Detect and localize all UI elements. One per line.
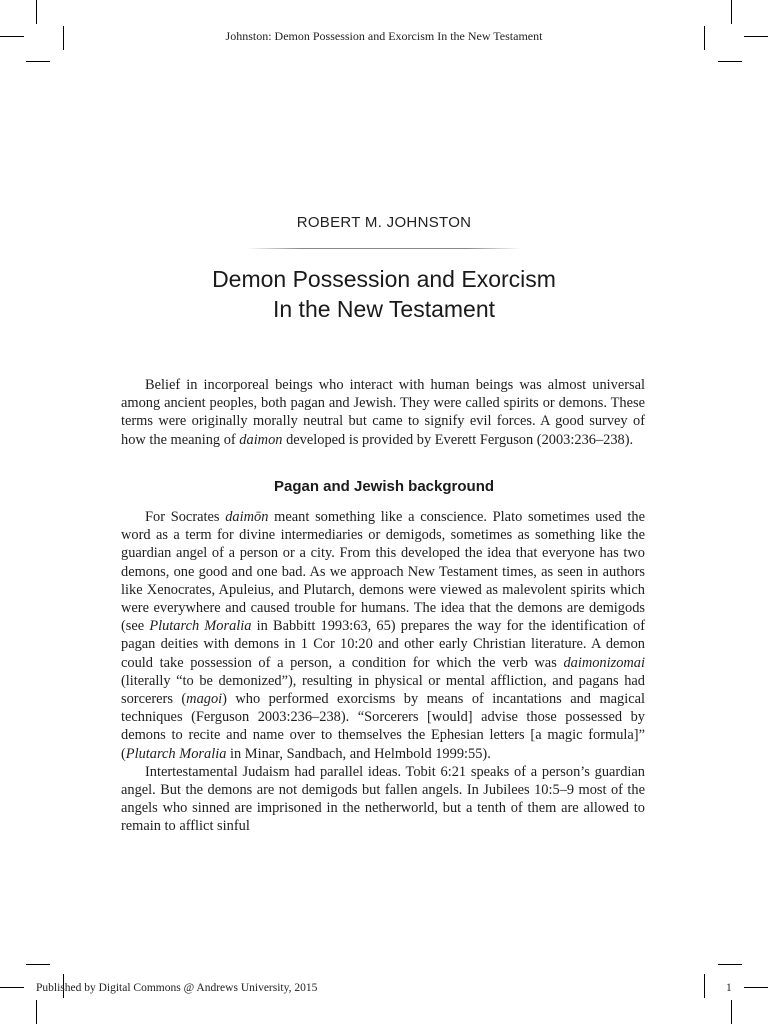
- crop-mark: [704, 974, 705, 998]
- main-section: [121, 508, 645, 836]
- italic-term: daimon: [239, 431, 283, 448]
- italic-citation: Plutarch Moralia: [149, 618, 252, 635]
- intro-paragraph: [121, 376, 645, 449]
- crop-mark: [26, 964, 50, 965]
- italic-citation: Plutarch Moralia: [125, 745, 227, 762]
- text-run: ) who performed exorcisms by means of incantations and magical techniques (Ferguson 2003:236–238). “Sorcerers [would] advise those possessed by demons to recite and name over to themselves the Ephesian letters [a magic formula]” (: [121, 691, 645, 762]
- intro-section: [121, 376, 645, 449]
- italic-term: daimōn: [225, 509, 269, 525]
- section-heading: Pagan and Jewish background: [273, 478, 495, 495]
- italic-term: daimonizomai: [563, 654, 645, 671]
- publisher-footer: Published by Digital Commons @ Andrews University, 2015: [36, 982, 318, 994]
- crop-mark: [718, 964, 742, 965]
- crop-mark: [744, 987, 768, 988]
- body-paragraph: [121, 508, 645, 763]
- text-run: Belief in incorporeal beings who interact with human beings was almost universal among ancient peoples, both pagan and Jewish. They were called spirits or demons. These terms were originally morally neutral but came to signify evil forces. A good survey of how the meaning of: [121, 377, 645, 448]
- text-run: in Babbitt 1993:63, 65) prepares the way for the identification of pagan deities with demons in 1 Cor 10:20 and other early Christian literature. A demon could take possession of a person, a condition for which the verb was: [121, 618, 646, 671]
- text-run: (literally “to be demonized”), resulting in physical or mental affliction, and pagans had sorcerers (: [121, 672, 645, 708]
- title-divider: [246, 248, 522, 249]
- article-title: [0, 264, 768, 324]
- title-line-1: Demon Possession and Exorcism: [212, 266, 556, 292]
- author-name: ROBERT M. JOHNSTON: [296, 214, 472, 231]
- crop-mark: [36, 0, 37, 24]
- crop-mark: [731, 1000, 732, 1024]
- crop-mark: [731, 0, 732, 24]
- page-number: 1: [726, 982, 732, 994]
- body-paragraph: Intertestamental Judaism had parallel ideas. Tobit 6:21 speaks of a person’s guardian angel. But the demons are not demigods but fallen angels. In Jubilees 10:5–9 most of the angels who sinned are imprisoned in the netherworld, but a tenth of them are allowed to remain to afflict sinful: [121, 763, 645, 835]
- text-run: in Minar, Sandbach, and Helmbold 1999:55).: [226, 745, 491, 762]
- crop-mark: [26, 61, 50, 62]
- text-run: developed is provided by Everett Ferguson (2003:236–238).: [282, 431, 634, 448]
- title-line-2: In the New Testament: [272, 296, 496, 322]
- italic-term: magoi: [186, 691, 223, 708]
- text-run: For Socrates: [145, 509, 226, 525]
- text-run: meant something like a conscience. Plato sometimes used the word as a term for divine intermediaries or demigods, sometimes as something like the guardian angel of a person or a city. From this developed the idea that everyone has two demons, one good and one bad. As we approach New Testament times, as seen in authors like Xenocrates, Apuleius, and Plutarch, demons were viewed as malevolent spirits which were everywhere and caused trouble for humans. The idea that the demons are demigods (see: [121, 509, 646, 635]
- crop-mark: [0, 987, 24, 988]
- crop-mark: [718, 61, 742, 62]
- crop-mark: [36, 1000, 37, 1024]
- running-head: Johnston: Demon Possession and Exorcism In the New Testament: [225, 29, 543, 43]
